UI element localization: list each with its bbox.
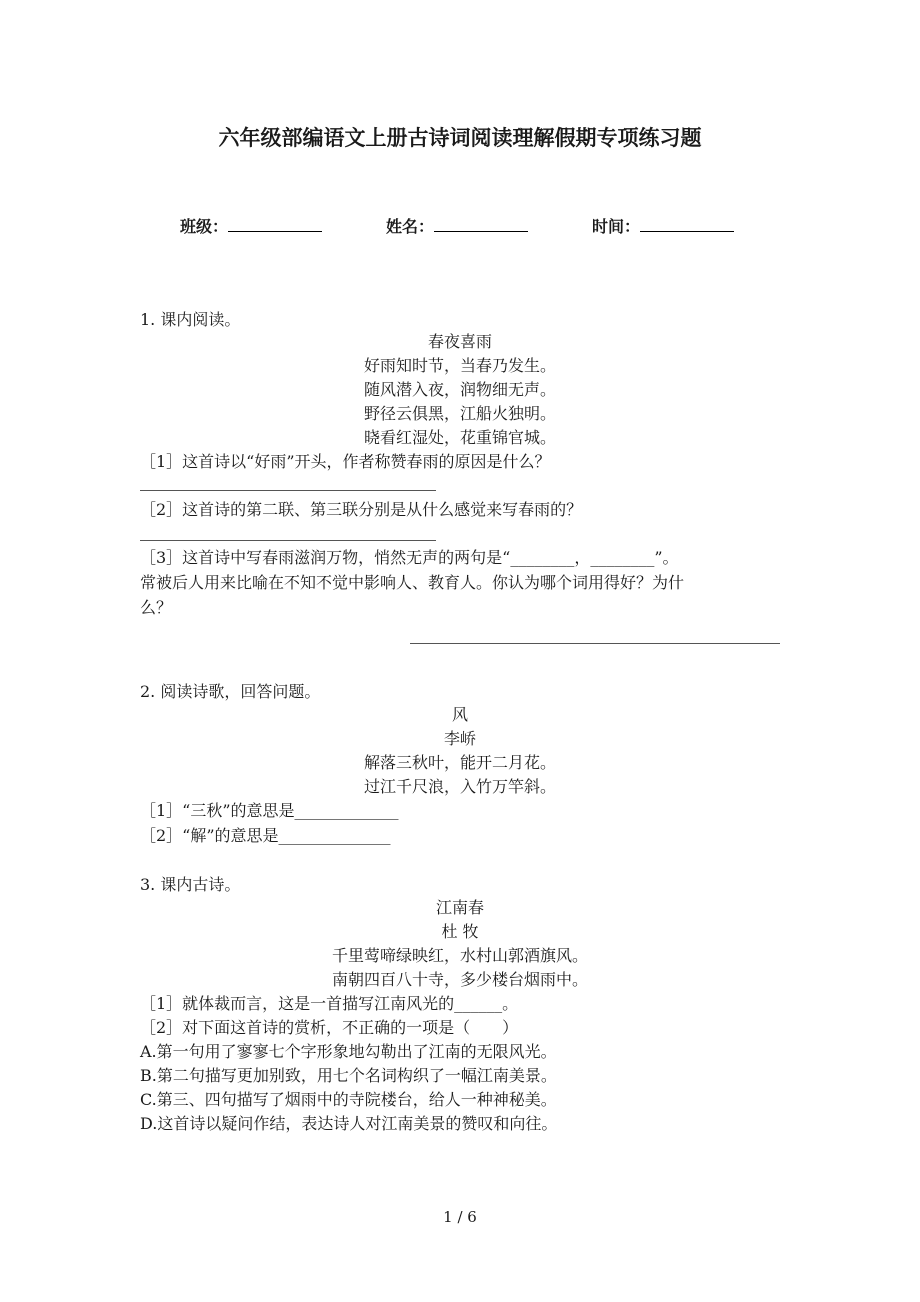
q2-sub1: ［1］“三秋”的意思是_____________: [140, 801, 399, 820]
name-field[interactable]: [386, 214, 528, 237]
q3-option-b: B.第二句描写更加别致，用七个名词构织了一幅江南美景。: [140, 1066, 557, 1085]
q1-sub2: ［2］这首诗的第二联、第三联分别是从什么感觉来写春雨的？: [140, 500, 583, 519]
q2-poem-line: 解落三秋叶，能开二月花。: [363, 753, 556, 772]
q3-heading: 3. 课内古诗。: [140, 875, 241, 894]
q3-option-a: A.第一句用了寥寥七个字形象地勾勒出了江南的无限风光。: [140, 1042, 557, 1061]
time-field[interactable]: [592, 214, 734, 237]
page-title: 六年级部编语文上册古诗词阅读理解假期专项练习题: [218, 126, 702, 150]
name-label: 姓名：: [386, 217, 435, 236]
time-label: 时间：: [592, 217, 641, 236]
q2-poem-line: 过江千尺浪，入竹万竿斜。: [363, 777, 556, 796]
q3-option-c: C.第三、四句描写了烟雨中的寺院楼台，给人一种神秘美。: [140, 1090, 557, 1109]
q3-sub1: ［1］就体裁而言，这是一首描写江南风光的______。: [140, 994, 519, 1013]
class-label: 班级：: [180, 217, 229, 236]
q3-option-d: D.这首诗以疑问作结，表达诗人对江南美景的赞叹和向往。: [140, 1114, 558, 1133]
time-blank[interactable]: [640, 217, 734, 232]
q1-sub3-line3: 么？: [140, 598, 173, 617]
q1-sub3-line2: 常被后人用来比喻在不知不觉中影响人、教育人。你认为哪个词用得好？为什: [140, 573, 685, 592]
q1-poem-line: 好雨知时节，当春乃发生。: [363, 356, 556, 375]
q3-poem-line: 南朝四百八十寺，多少楼台烟雨中。: [331, 970, 588, 989]
name-blank[interactable]: [434, 217, 528, 232]
q3-poem-title: 江南春: [435, 898, 484, 917]
q1-sub1: ［1］这首诗以“好雨”开头，作者称赞春雨的原因是什么？: [140, 452, 551, 471]
q2-sub2: ［2］“解”的意思是______________: [140, 826, 391, 845]
q1-sub3-line1: ［3］这首诗中写春雨滋润万物，悄然无声的两句是“________，________”。: [140, 548, 679, 567]
q1-poem-line: 随风潜入夜，润物细无声。: [363, 380, 556, 399]
class-blank[interactable]: [228, 217, 322, 232]
q2-author: 李峤: [443, 729, 476, 748]
q2-poem-title: 风: [451, 705, 468, 724]
q1-answer-line-1[interactable]: [140, 490, 436, 491]
q3-author: 杜 牧: [441, 922, 479, 941]
q1-poem-title: 春夜喜雨: [427, 332, 492, 351]
q2-heading: 2. 阅读诗歌，回答问题。: [140, 682, 321, 701]
q1-answer-line-2[interactable]: [140, 540, 436, 541]
q1-poem-line: 野径云俱黑，江船火独明。: [363, 404, 556, 423]
q3-poem-line: 千里莺啼绿映红，水村山郭酒旗风。: [331, 946, 588, 965]
class-field[interactable]: [180, 214, 322, 237]
q1-answer-line-3[interactable]: [410, 643, 780, 644]
q3-sub2: ［2］对下面这首诗的赏析，不正确的一项是（ ）: [140, 1018, 519, 1037]
page-number: 1 / 6: [443, 1208, 477, 1226]
q1-heading: 1. 课内阅读。: [140, 310, 241, 329]
q1-poem-line: 晓看红湿处，花重锦官城。: [363, 428, 556, 447]
